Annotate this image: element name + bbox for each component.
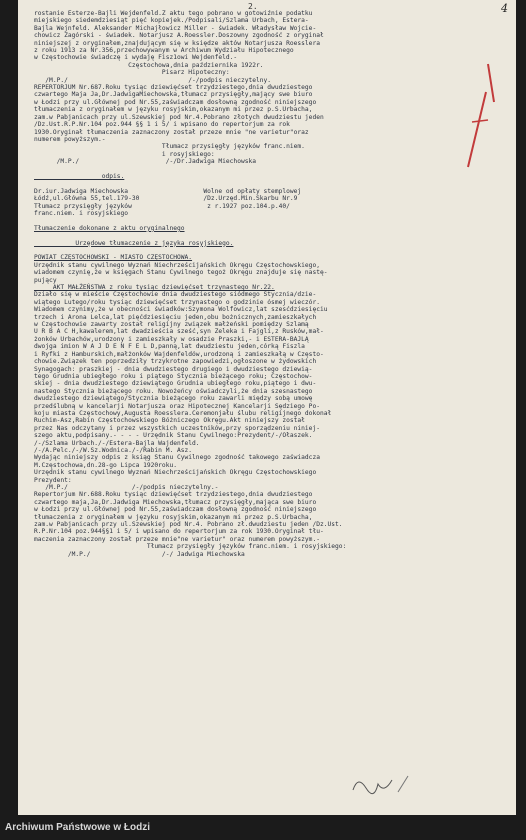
text-line: Synagogach: praszkiej - dnia dwudziestego drugiego i dwudziestego dziewią- bbox=[34, 365, 313, 373]
text-line: /M.P./ /-/podpis nieczytelny. bbox=[34, 76, 272, 84]
text-line: U R B A C H,kawalerem,lat dwadzieścia sześć,syn Zeleka i Fajgli,z Rusków,mał- bbox=[34, 328, 324, 336]
text-line: Pisarz Hipoteczny: bbox=[34, 69, 230, 77]
text-line: zam.w Pabjanicach przy ul.Szewskiej pod Nr.4.Pobrano złotych dwudziestu jeden bbox=[34, 113, 324, 121]
document-page bbox=[18, 0, 516, 815]
handwritten-signature-icon bbox=[348, 770, 428, 800]
text-line: nastego Stycznia bieżącego roku. Nowożeńcy oświadczyli,że dnia szesnastego bbox=[34, 387, 313, 395]
text-line: Działo się w mieście Częstochowie dnia dwudziestego siódmego Stycznia/dzie- bbox=[34, 291, 317, 299]
text-line: niniejszej z oryginałem,znajdującym się w księdze aktów Notarjusza Roesslera bbox=[34, 39, 320, 47]
text-line bbox=[34, 217, 504, 224]
text-line: wiadomem czynię,że w księgach Stanu Cywilnego tegoż Okręgu znajduje się nastę- bbox=[34, 269, 328, 277]
text-line bbox=[34, 232, 504, 239]
text-line: /M.P./ /-/Dr.Jadwiga Miechowska bbox=[34, 158, 257, 166]
text-line: czwartego Maja Ja,Dr.JadwigaMiechowska,tłumacz przysięgły,mający swe biuro bbox=[34, 91, 313, 99]
page-number: 2. bbox=[248, 2, 258, 11]
text-line: /-/A.Pelc./-/W.Sz.Wodnica./-/Rabin M. Asz. bbox=[34, 446, 193, 454]
text-line: chowicz Zagórski - świadek. Notarjusz A.Roessler.Doszowny zgodność z oryginał bbox=[34, 32, 324, 40]
text-line: R.P.Nr.104 poz.944§§1 i 5/ i wpisano do repertorjum za rok 1930.Oryginał tłu- bbox=[34, 528, 324, 536]
text-line: POWIAT CZĘSTOCHOWSKI - MIASTO CZĘSTOCHOWA. bbox=[34, 254, 193, 262]
text-line: Urzędnik stanu cywilnego Wyznań Niechrześcijańskich Okręgu Częstochowskiego, bbox=[34, 261, 320, 269]
text-line: w Częstochowie świadczę i wydaję Fisz1owi Wejdenfeld.- bbox=[34, 54, 238, 62]
text-line: numerem powyższym.- bbox=[34, 135, 106, 143]
archive-footer: Archiwum Państwowe w Łodzi bbox=[0, 815, 526, 840]
text-line: w Łodzi przy ul.Głównej pod Nr.55,zaświadczam dosłowną zgodność niniejszego bbox=[34, 98, 317, 106]
text-line: 1930.Oryginał tłumaczenia zaznaczony został przeze mnie "ne varietur"oraz bbox=[34, 128, 309, 136]
text-line: w Łodzi przy ul.Głównej pod Nr.55,zaświadczam dosłowną zgodność niniejszego bbox=[34, 506, 317, 514]
text-line: Dr.iur.Jadwiga Miechowska Wolne od opłaty stemplowej bbox=[34, 187, 302, 195]
text-line bbox=[34, 247, 504, 254]
text-line: chowie.Związek ten poprzedziły trzykrotne zapowiedzi,ogłoszone w żydowskich bbox=[34, 358, 317, 366]
text-line bbox=[34, 180, 504, 187]
text-line: /M.P./ /-/ Jadwiga Miechowska bbox=[34, 550, 245, 558]
text-line: Tłumacz przysięgły języków z r.1927 poz.104.p.40/ bbox=[34, 202, 290, 210]
text-line: Częstochowa,dnia października 1922r. bbox=[34, 61, 264, 69]
text-line: szego aktu,podpisany.- - - - Urzędnik Stanu Cywilnego:Prezydent/-/Ołaszek. bbox=[34, 432, 313, 440]
text-line: Prezydent: bbox=[34, 476, 72, 484]
text-line: maczenia zaznaczony został przeze mnie"ne varietur" oraz numerem powyższym.- bbox=[34, 535, 320, 543]
text-line: Tłumaczenie dokonane z aktu oryginalnego bbox=[34, 224, 185, 232]
text-line: dwojga imion W A J D E N F E L D,panną,lat dwudziestu jeden,córką Fiszla bbox=[34, 343, 305, 351]
text-line: REPERTORJUM Nr.687.Roku tysiąc dziewięćset trzydziestego,dnia dwudziestego bbox=[34, 84, 313, 92]
text-line: w Częstochowie zawarty został religijny związek małżeński pomiędzy Szlamą bbox=[34, 321, 309, 329]
text-line: odpis. bbox=[34, 172, 125, 180]
text-line: czwartego maja,Ja,Dr.Jadwiga Miechowska,tłumacz przysięgły,mająca swe biuro bbox=[34, 498, 317, 506]
text-line: tego Grudnia ubiegłego roku i piątego Stycznia bieżącego roku; Częstochow- bbox=[34, 372, 313, 380]
text-line: M.Częstochowa,dn.28-go Lipca 1920roku. bbox=[34, 461, 177, 469]
text-line: skiej - dnia dwudziestego dziewiątego Grudnia ubiegłego roku,piątego i dwu- bbox=[34, 380, 317, 388]
document-body bbox=[34, 10, 504, 558]
text-line: zam.w Pabjanicach przy ul.Szewskiej pod Nr.4. Pobrano zł.dwudziestu jeden /Dz.Ust. bbox=[34, 521, 343, 529]
corner-mark: 4 bbox=[501, 2, 508, 15]
text-line: rostanie Esterze-Bajli Wejdenfeld.Z aktu tego pobrano w gotowiźnie podatku bbox=[34, 10, 313, 17]
text-line: franc.niem. i rosyjskiego bbox=[34, 209, 129, 217]
text-line: Urzędowe tłumaczenie z języka rosyjskiego. bbox=[34, 239, 234, 247]
text-line: tłumaczenia z oryginałem w języku rosyjskim,okazanym mi przez p.S.Urbacha, bbox=[34, 106, 313, 114]
text-line bbox=[34, 166, 504, 173]
text-line: Tłumacz przysięgły języków franc.niem. bbox=[34, 143, 305, 151]
text-line: Ruchim-Asz,Rabin Częstochowskiego Bóżniczego Okręgu.Akt niniejszy został bbox=[34, 417, 305, 425]
text-line: Urzędnik stanu cywilnego Wyznań Niechrześcijańskich Okręgu Częstochowskiego bbox=[34, 469, 317, 477]
text-line: AKT MAŁŻEŃSTWA z roku tysiąc dziewięćset trzynastego Nr.22. bbox=[34, 284, 275, 292]
text-line: Łódź,ul.Główna 55,tel.179-30 /Dz.Urzęd.Min.Skarbu Nr.9 bbox=[34, 195, 298, 203]
text-line: z roku 1913 za Nr.356,przechowywanym w Archiwum Wydziału Hipotecznego bbox=[34, 47, 294, 55]
text-line: przedślubną w kancelarji Notarjusza oraz Hipotecznej Kancelarji Sędziego Po- bbox=[34, 402, 320, 410]
text-line: żonków Urbachów,urodzony i zamieszkały w osadzie Praszki,- i ESTERA-BAJLĄ bbox=[34, 335, 309, 343]
text-line: i Ryfki z Hamburskich,małżonków Wajdenfeldów,urodzoną i zamieszkałą w Często- bbox=[34, 350, 324, 358]
text-line: przez Nas odczytany i przez wszystkich uczestników,przy sporządzeniu niniej- bbox=[34, 424, 320, 432]
text-line: koju miasta Częstochowy,Augusta Roesslera.Ceremonjału ślubu religijnego dokonał bbox=[34, 409, 332, 417]
text-line: /Dz.Ust.R.P.Nr.104 poz.944 §§ 1 i 5/ i wpisano do repertorjum za rok bbox=[34, 121, 290, 129]
text-line: /-/Szlama Urbach./-/Estera-Bajla Wajdenfeld. bbox=[34, 439, 200, 447]
text-line: Wydając niniejszy odpis z ksiąg Stanu Cywilnego zgodność takowego zaświadcza bbox=[34, 454, 320, 462]
text-line: pujący bbox=[34, 276, 57, 284]
text-line: /M.P./ /-/podpis nieczytelny.- bbox=[34, 484, 219, 491]
text-line: wiątego Lutego/roku tysiąc dziewięćset trzynastego o godzinie ósmej wieczór. bbox=[34, 298, 320, 306]
red-pencil-mark-icon bbox=[458, 62, 498, 172]
text-line: dwudziestego dziewiątego/Stycznia bieżącego roku zawarli między sobą umowę bbox=[34, 395, 313, 403]
text-line: Repertorjum Nr.688.Roku tysiąc dziewięćset trzydziestego,dnia dwudziestego bbox=[34, 491, 313, 499]
text-line: miejskiego siedemdziesiąt pięć kopiejek./Podpisali/Szlama Urbach, Estera- bbox=[34, 17, 309, 25]
text-line: i rosyjskiego: bbox=[34, 150, 215, 158]
text-line: tłumaczenia z oryginałem w języku rosyjskim,okazanym mi przez p.S.Urbacha, bbox=[34, 513, 313, 521]
text-line: Tłumacz przysięgły języków franc.niem. i rosyjskiego: bbox=[34, 543, 347, 551]
text-line: Wiadomem czynimy,że w obecności świadków:Szymona Wolfowicz,lat szesćdziesięciu bbox=[34, 306, 328, 314]
text-line: Bajla Wejnfeld. Aleksander Michajłowicz Miller - świadek. Władysław Wojcie- bbox=[34, 24, 317, 32]
text-line: trzech i Arona Lelca,lat pięćdziesięciu jeden,obu bożnicznych,zamieszkałych bbox=[34, 313, 317, 321]
